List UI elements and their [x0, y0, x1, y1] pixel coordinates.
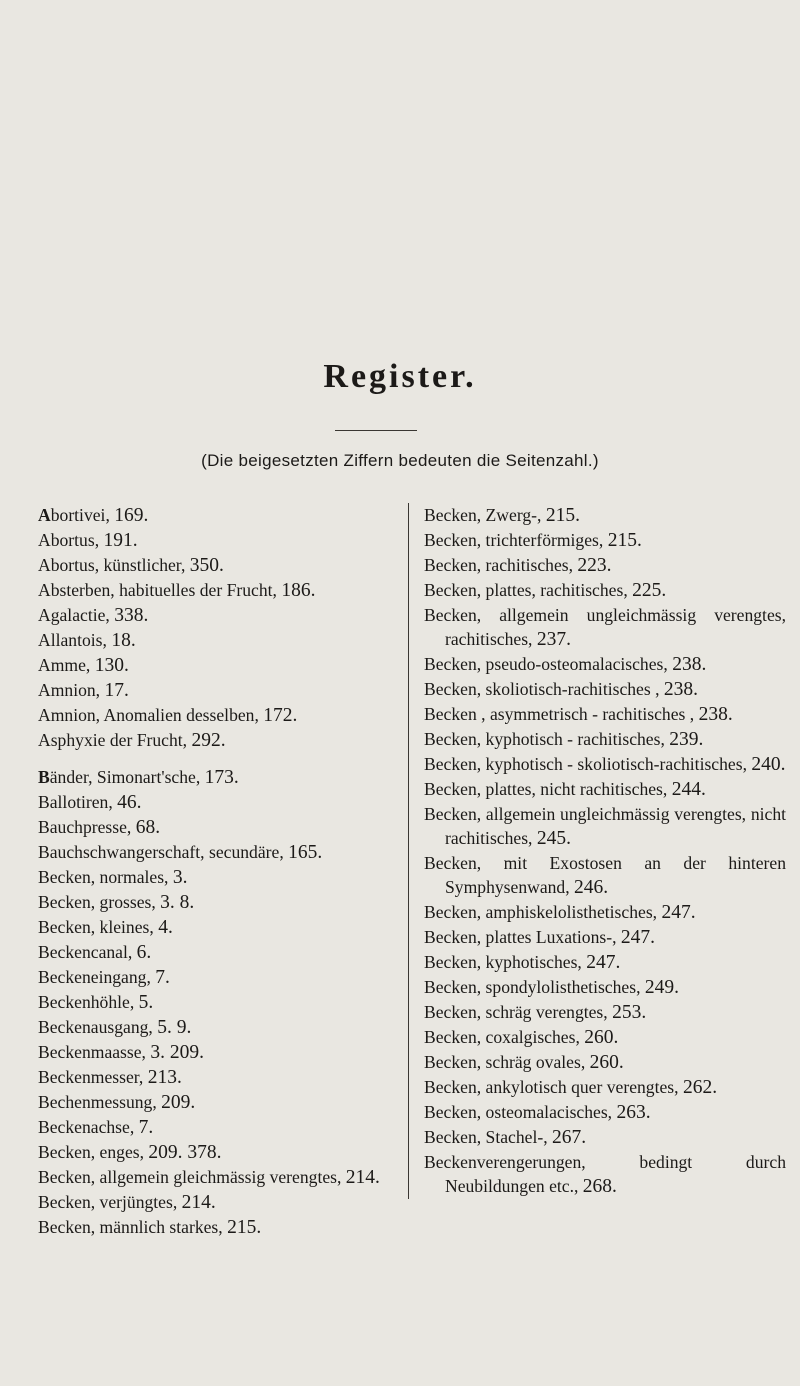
entry-page-number: 17.: [104, 680, 129, 701]
entry-page-number: 172.: [263, 705, 298, 726]
index-entry: [424, 528, 786, 553]
index-entry: [38, 1090, 394, 1115]
entry-term: Becken, allgemein ungleichmässig verengtes, nicht rachitisches,: [424, 804, 786, 848]
entry-page-number: 247.: [586, 952, 621, 973]
index-entry: [424, 1000, 786, 1025]
entry-term: Becken, skoliotisch-rachitisches ,: [424, 679, 664, 699]
entry-page-number: 3. 8.: [160, 892, 195, 913]
index-entry: [38, 1040, 394, 1065]
index-entry: [424, 503, 786, 528]
index-entry: [424, 802, 786, 851]
entry-term: Becken, schräg ovales,: [424, 1052, 590, 1072]
entry-page-number: 239.: [669, 729, 704, 750]
entry-term: Becken, mit Exostosen an der hinteren Symphysenwand,: [424, 853, 786, 897]
entry-page-number: 214.: [345, 1167, 380, 1188]
entry-term: Asphyxie der Frucht,: [38, 730, 192, 750]
entry-term: Becken, verjüngtes,: [38, 1192, 182, 1212]
entry-term: Becken, Zwerg-,: [424, 505, 546, 525]
entry-page-number: 173.: [204, 767, 239, 788]
entry-term: Allantois,: [38, 630, 112, 650]
index-entry: [38, 603, 394, 628]
entry-term: Becken, kyphotisches,: [424, 952, 587, 972]
index-entry: [38, 940, 394, 965]
entry-page-number: 267.: [552, 1127, 587, 1148]
entry-term: Becken, plattes Luxations-,: [424, 927, 621, 947]
entry-term: Amnion, Anomalien desselben,: [38, 705, 264, 725]
entry-term: Becken, kyphotisch - skoliotisch-rachitisches,: [424, 754, 752, 774]
entry-initial: B: [38, 767, 50, 787]
page-note: (Die beigesetzten Ziffern bedeuten die Seitenzahl.): [201, 451, 599, 470]
entry-page-number: 350.: [189, 555, 224, 576]
entry-page-number: 244.: [671, 779, 706, 800]
entry-term: Bauchschwangerschaft, secundäre,: [38, 842, 289, 862]
index-entry: [38, 553, 394, 578]
index-entry: [424, 752, 786, 777]
index-entry: [424, 777, 786, 802]
entry-term: änder, Simonart'sche,: [49, 767, 205, 787]
entry-page-number: 247.: [620, 927, 656, 948]
entry-term: Beckenachse,: [38, 1117, 139, 1137]
index-entry: [38, 1015, 394, 1040]
entry-term: Becken, schräg verengtes,: [424, 1002, 613, 1022]
entry-page-number: 215.: [227, 1217, 262, 1238]
title-divider: [335, 430, 417, 431]
entry-page-number: 246.: [574, 877, 609, 898]
entry-term: Bechenmessung,: [38, 1092, 162, 1112]
index-entry: [38, 728, 394, 753]
entry-term: Beckeneingang,: [38, 967, 156, 987]
entry-term: Becken , asymmetrisch - rachitisches ,: [424, 704, 699, 724]
entry-page-number: 209.: [161, 1092, 196, 1113]
index-entry: [424, 950, 786, 975]
index-entry: [424, 975, 786, 1000]
entry-term: Beckenausgang,: [38, 1017, 158, 1037]
entry-page-number: 3.: [172, 867, 188, 888]
entry-term: Becken, kleines,: [38, 917, 159, 937]
entry-term: Beckencanal,: [38, 942, 137, 962]
index-entry: [38, 1165, 394, 1190]
index-entry: [38, 528, 394, 553]
entry-initial: A: [38, 505, 51, 525]
entry-term: Becken, plattes, nicht rachitisches,: [424, 779, 672, 799]
entry-page-number: 68.: [135, 817, 161, 838]
entry-page-number: 3. 209.: [150, 1042, 204, 1063]
entry-term: Bauchpresse,: [38, 817, 136, 837]
entry-page-number: 169.: [114, 505, 149, 526]
entry-term: Becken, spondylolisthetisches,: [424, 977, 645, 997]
entry-term: Becken, enges,: [38, 1142, 149, 1162]
index-entry: [424, 578, 786, 603]
entry-page-number: 292.: [191, 730, 226, 751]
index-entry: [38, 865, 394, 890]
entry-page-number: 4.: [158, 917, 173, 938]
entry-page-number: 213.: [147, 1067, 182, 1088]
page-title: Register.: [323, 358, 477, 395]
entry-page-number: 262.: [682, 1077, 718, 1098]
entry-term: Becken, ankylotisch quer verengtes,: [424, 1077, 683, 1097]
entry-page-number: 260.: [584, 1027, 619, 1048]
entry-page-number: 263.: [616, 1102, 651, 1123]
entry-page-number: 238.: [663, 679, 699, 700]
index-entry: [38, 1215, 394, 1240]
index-entry: [424, 1050, 786, 1075]
index-entry: [38, 628, 394, 653]
index-entry: [38, 1065, 394, 1090]
entry-page-number: 245.: [536, 828, 571, 849]
entry-term: Amme,: [38, 655, 95, 675]
entry-term: Agalactie,: [38, 605, 115, 625]
entry-term: Becken, coxalgisches,: [424, 1027, 585, 1047]
index-entry: [38, 1190, 394, 1215]
entry-term: Becken, allgemein ungleichmässig verengtes, rachitisches,: [424, 605, 786, 649]
entry-term: Becken, kyphotisch - rachitisches,: [424, 729, 670, 749]
index-entry: [424, 925, 786, 950]
index-entry: [424, 1150, 786, 1199]
entry-term: Beckenmaasse,: [38, 1042, 151, 1062]
entry-page-number: 240.: [751, 754, 786, 775]
index-entry: [38, 653, 394, 678]
index-entry: [38, 703, 394, 728]
index-entry: [424, 677, 786, 702]
entry-page-number: 215.: [607, 530, 642, 551]
index-entry: [424, 553, 786, 578]
entry-term: Beckenverengerungen, bedingt durch Neubildungen etc.,: [424, 1152, 786, 1196]
entry-page-number: 5.: [138, 992, 154, 1013]
index-entry: [38, 503, 394, 528]
index-entry: [38, 678, 394, 703]
index-column-left: [38, 503, 394, 1240]
index-entry: [424, 900, 786, 925]
entry-term: Becken, rachitisches,: [424, 555, 578, 575]
entry-term: Amnion,: [38, 680, 105, 700]
entry-term: Becken, grosses,: [38, 892, 161, 912]
index-entry: [424, 1100, 786, 1125]
entry-term: Ballotiren,: [38, 792, 118, 812]
entry-term: Becken, normales,: [38, 867, 173, 887]
entry-term: Becken, allgemein gleichmässig verengtes,: [38, 1167, 346, 1187]
entry-page-number: 338.: [114, 605, 149, 626]
index-entry: [38, 815, 394, 840]
entry-page-number: 247.: [661, 902, 696, 923]
entry-page-number: 260.: [589, 1052, 624, 1073]
index-column-right: [408, 503, 786, 1199]
entry-term: Absterben, habituelles der Frucht,: [38, 580, 282, 600]
index-entry: [38, 890, 394, 915]
entry-page-number: 214.: [181, 1192, 216, 1213]
entry-page-number: 5. 9.: [157, 1017, 192, 1038]
entry-page-number: 191.: [103, 530, 138, 551]
entry-page-number: 130.: [94, 655, 129, 676]
entry-page-number: 237.: [536, 629, 571, 650]
index-entry: [424, 1125, 786, 1150]
index-entry: [424, 727, 786, 752]
index-entry: [38, 1115, 394, 1140]
entry-term: Beckenhöhle,: [38, 992, 139, 1012]
entry-page-number: 7.: [155, 967, 170, 988]
entry-term: Becken, Stachel-,: [424, 1127, 552, 1147]
entry-page-number: 225.: [632, 580, 667, 601]
entry-page-number: 238.: [698, 704, 733, 725]
entry-term: Becken, amphiskelolisthetisches,: [424, 902, 662, 922]
index-entry: [38, 578, 394, 603]
entry-term: Abortus,: [38, 530, 104, 550]
entry-term: Becken, pseudo-osteomalacisches,: [424, 654, 673, 674]
entry-page-number: 7.: [138, 1117, 154, 1138]
entry-page-number: 186.: [281, 580, 316, 601]
index-entry: [424, 603, 786, 652]
index-entry: [38, 965, 394, 990]
index-entry: [424, 1025, 786, 1050]
index-entry: [38, 915, 394, 940]
entry-term: Abortus, künstlicher,: [38, 555, 190, 575]
entry-page-number: 46.: [117, 792, 142, 813]
entry-page-number: 268.: [582, 1176, 617, 1197]
entry-term: Beckenmesser,: [38, 1067, 148, 1087]
index-entry: [38, 1140, 394, 1165]
index-entry: [424, 851, 786, 900]
index-entry: [38, 765, 394, 790]
entry-term: Becken, osteomalacisches,: [424, 1102, 617, 1122]
index-entry: [38, 840, 394, 865]
index-entry: [38, 790, 394, 815]
entry-term: bortivei,: [50, 505, 115, 525]
index-entry: [424, 1075, 786, 1100]
entry-page-number: 215.: [545, 505, 580, 526]
index-entry: [38, 990, 394, 1015]
index-entry: [424, 652, 786, 677]
entry-page-number: 18.: [111, 630, 136, 651]
entry-term: Becken, trichterförmiges,: [424, 530, 608, 550]
entry-term: Becken, männlich starkes,: [38, 1217, 228, 1237]
entry-page-number: 209. 378.: [148, 1142, 222, 1163]
entry-page-number: 165.: [288, 842, 323, 863]
entry-page-number: 223.: [577, 555, 612, 576]
entry-page-number: 238.: [672, 654, 707, 675]
entry-page-number: 249.: [644, 977, 679, 998]
entry-page-number: 6.: [136, 942, 152, 963]
entry-term: Becken, plattes, rachitisches,: [424, 580, 633, 600]
entry-page-number: 253.: [612, 1002, 647, 1023]
index-entry: [424, 702, 786, 727]
